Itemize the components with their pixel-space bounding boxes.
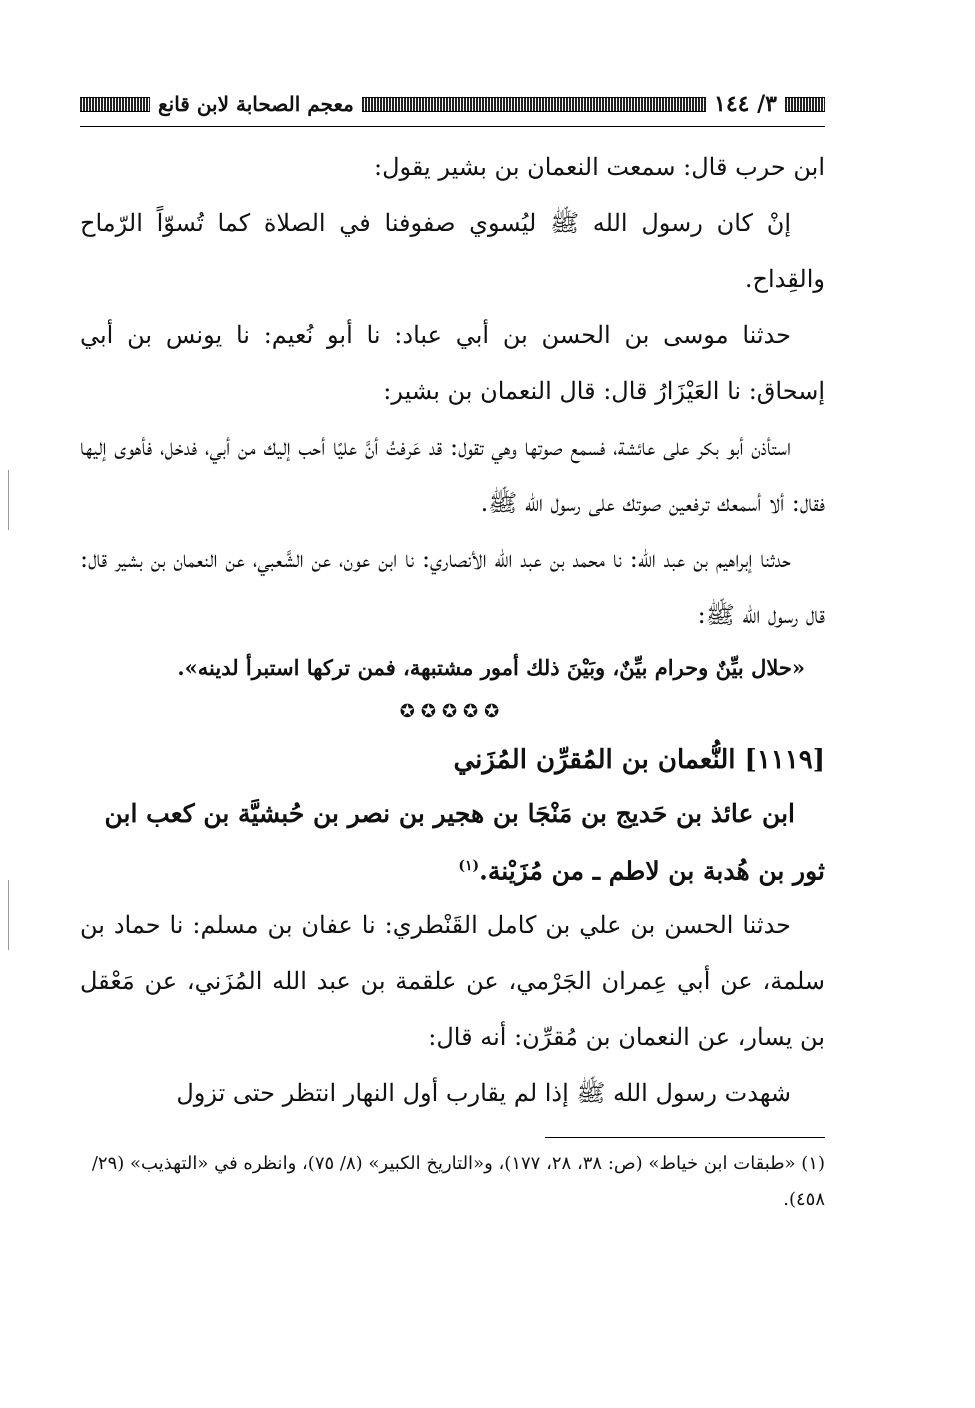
paragraph: حدثنا الحسن بن علي بن كامل القَنْطري: نا عفان بن مسلم: نا حماد بن سلمة، عن أبي عِمران الجَرْمي، عن علقمة بن عبد الله المُزَني، عن مَعْقل بن يسار، عن النعمان بن مُقرِّن: أنه قال: xyxy=(80,911,825,1052)
paragraph: شهدت رسول الله ﷺ إذا لم يقارب أول النهار انتظر حتى تزول xyxy=(176,1079,791,1108)
margin-mark xyxy=(8,470,9,530)
paragraph: ابن حرب قال: سمعت النعمان بن بشير يقول: xyxy=(373,153,825,181)
footnote: (١) «طبقات ابن خياط» (ص: ٣٨، ٢٨، ١٧٧)، و«التاريخ الكبير» (٨/ ٧٥)، وانظره في «التهذيب» (٢٩/ ٤٥٨). xyxy=(91,1153,825,1211)
header-ornament xyxy=(785,97,825,112)
header-ornament xyxy=(362,97,706,112)
footnote-reference: (١) xyxy=(458,858,480,874)
section-separator: ✪✪✪✪✪ xyxy=(399,701,506,722)
paragraph: إنْ كان رسول الله ﷺ ليُسوي صفوفنا في الصلاة كما تُسوّاً الرّماح والقِداح. xyxy=(80,209,825,293)
lineage-text: ابن عائذ بن حَديج بن مَنْجَا بن هجير بن نصر بن حُبشيَّة بن كعب ابن ثور بن هُدبة بن لاطم ـ من مُزَيْنة. xyxy=(104,799,825,886)
entry-lineage xyxy=(80,788,825,897)
book-title: معجم الصحابة لابن قانع xyxy=(158,92,354,116)
margin-mark xyxy=(8,880,9,950)
running-header xyxy=(80,86,825,122)
hadith-text: «حلال بيِّنٌ وحرام بيِّنٌ، وبَيْنَ ذلك أمور مشتبهة، فمن تركها استبرأ لدينه». xyxy=(177,655,805,680)
footnote-rule xyxy=(545,1137,825,1138)
header-ornament xyxy=(80,97,150,112)
document-page xyxy=(80,86,825,1218)
paragraph: استأذن أبو بكر على عائشة، فسمع صوتها وهي تقول: قد عَرفتُ أنَّ عليًا أحب إليك من أبي، فدخل، فأهوى إليها فقال: ألا أسمعك ترفعين صوتك على رسول الله ﷺ. xyxy=(80,433,825,517)
paragraph: حدثنا إبراهيم بن عبد الله: نا محمد بن عبد الله الأنصاري: نا ابن عون، عن الشَّعبي، عن النعمان بن بشير قال: قال رسول الله ﷺ: xyxy=(80,545,825,629)
entry-heading: [١١١٩] النُّعمان بن المُقرِّن المُزَني xyxy=(453,745,825,775)
page-number: ٣/ ١٤٤ xyxy=(714,91,777,117)
paragraph: حدثنا موسى بن الحسن بن أبي عباد: نا أبو نُعيم: نا يونس بن أبي إسحاق: نا العَيْزَارُ قال: قال النعمان بن بشير: xyxy=(80,321,825,405)
